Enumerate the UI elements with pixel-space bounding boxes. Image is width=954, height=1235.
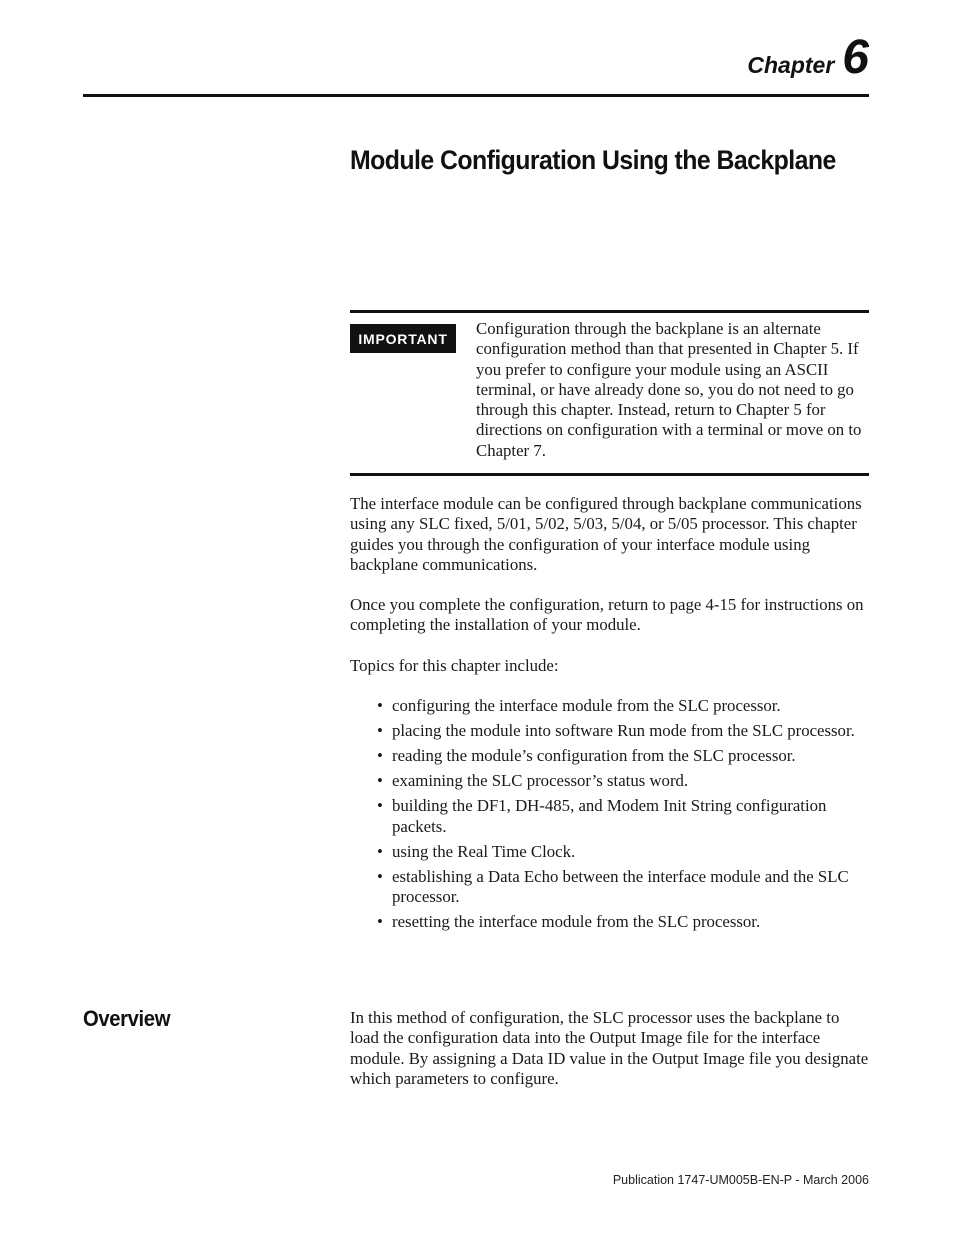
header-rule <box>83 94 869 97</box>
overview-paragraph: In this method of configuration, the SLC processor uses the backplane to load the configuration data into the Output Image file for the interface module. By assigning a Data ID value in the Output Image file you designate which parameters to configure. <box>350 1008 869 1088</box>
important-badge: IMPORTANT <box>350 324 456 353</box>
list-item: • examining the SLC processor’s status word. <box>350 771 872 792</box>
publication-footer: Publication 1747-UM005B-EN-P - March 2006 <box>612 1173 869 1187</box>
return-paragraph: Once you complete the configuration, return to page 4-15 for instructions on completing the installation of your module. <box>350 595 864 635</box>
list-item: • establishing a Data Echo between the interface module and the SLC processor. <box>350 867 872 908</box>
list-item: • placing the module into software Run mode from the SLC processor. <box>350 721 872 742</box>
topics-intro: Topics for this chapter include: <box>350 656 559 675</box>
topics-list <box>350 696 872 937</box>
list-item: • resetting the interface module from the SLC processor. <box>350 912 872 933</box>
chapter-label: Chapter <box>747 52 835 78</box>
list-item: • configuring the interface module from the SLC processor. <box>350 696 872 717</box>
important-top-rule <box>350 310 869 313</box>
page-title: Module Configuration Using the Backplane <box>350 145 836 175</box>
important-text: Configuration through the backplane is an alternate configuration method than that presented in Chapter 5. If you prefer to configure your module using an ASCII terminal, or have already done so, you do not need to go through this chapter. Instead, return to Chapter 5 for directions on configuration with a terminal or move on to Chapter 7. <box>476 319 862 460</box>
list-item: • using the Real Time Clock. <box>350 842 872 863</box>
overview-heading: Overview <box>83 1006 171 1031</box>
list-item: • building the DF1, DH-485, and Modem Init String configuration packets. <box>350 796 872 837</box>
chapter-heading <box>747 30 869 85</box>
list-item: • reading the module’s configuration from the SLC processor. <box>350 746 872 767</box>
chapter-number: 6 <box>842 31 869 84</box>
intro-paragraph: The interface module can be configured through backplane communications using any SLC fixed, 5/01, 5/02, 5/03, 5/04, or 5/05 processor. This chapter guides you through the configuration of your interface module using backplane communications. <box>350 494 862 574</box>
important-bottom-rule <box>350 473 869 476</box>
